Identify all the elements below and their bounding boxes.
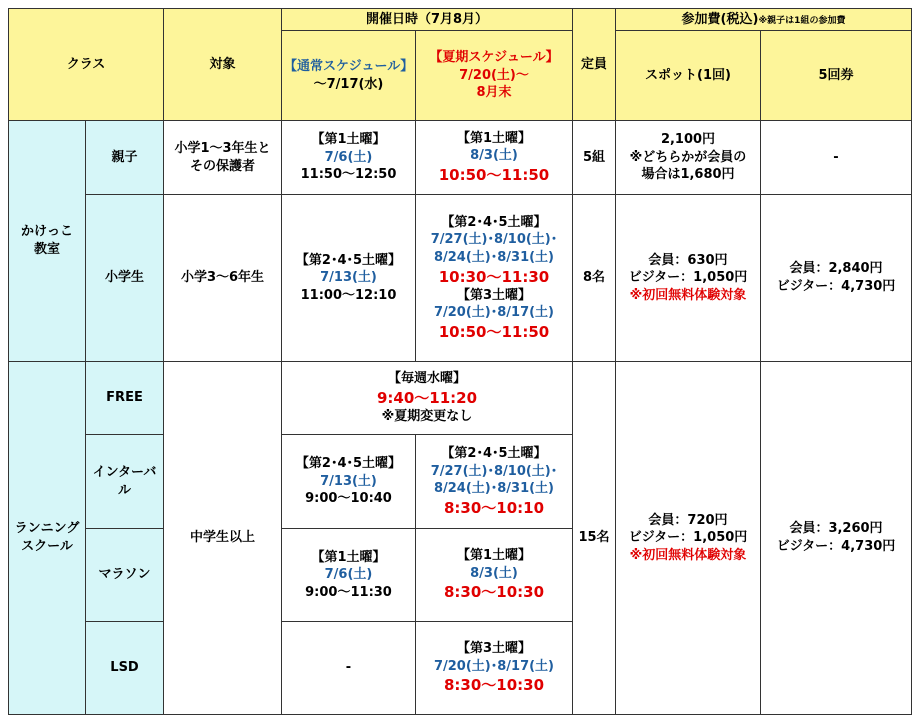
spot-running bbox=[616, 362, 761, 715]
shogakusei-summer-dates1b: 8/24(土)･8/31(土) bbox=[433, 249, 555, 265]
free-note: ※夏期変更なし bbox=[381, 409, 473, 425]
class-interval: インターバル bbox=[86, 435, 164, 529]
shogakusei-summer-day1: 【第2･4･5土曜】 bbox=[441, 214, 547, 230]
spot-oyako bbox=[616, 121, 761, 195]
oyako-normal bbox=[282, 121, 416, 195]
marathon-normal-time: 9:00～11:30 bbox=[305, 584, 392, 600]
marathon-summer-time: 8:30～10:30 bbox=[443, 583, 545, 602]
class-oyako: 親子 bbox=[86, 121, 164, 195]
spot-oyako-note1: ※どちらかが会員の bbox=[629, 149, 747, 165]
five-running-member: 会員：3,260円 bbox=[789, 521, 883, 537]
header-normal-schedule bbox=[282, 31, 416, 121]
header-spot: スポット(1回) bbox=[616, 31, 761, 121]
summer-schedule-period: 7/20(土)～ bbox=[459, 67, 529, 83]
oyako-normal-day: 【第1土曜】 bbox=[311, 132, 386, 148]
marathon-summer-day: 【第1土曜】 bbox=[456, 548, 532, 564]
spot-running-visitor: ビジター：1,050円 bbox=[628, 530, 748, 546]
oyako-summer-time: 10:50～11:50 bbox=[438, 165, 550, 184]
group-running bbox=[9, 362, 86, 715]
target-oyako bbox=[164, 121, 282, 195]
shogakusei-normal-time: 11:00～12:10 bbox=[300, 287, 397, 303]
header-schedule: 開催日時（7月8月） bbox=[282, 9, 573, 31]
target-oyako-line2: その保護者 bbox=[189, 158, 255, 174]
header-fee bbox=[616, 9, 912, 31]
spot-oyako-note2: 場合は1,680円 bbox=[641, 167, 735, 183]
target-oyako-line1: 小学1～3年生と bbox=[174, 140, 271, 156]
target-running: 中学生以上 bbox=[164, 362, 282, 715]
marathon-summer bbox=[416, 529, 573, 622]
interval-normal-date: 7/13(土) bbox=[320, 473, 377, 489]
spot-shogakusei-member: 会員：630円 bbox=[648, 252, 728, 268]
free-schedule bbox=[282, 362, 573, 435]
shogakusei-summer bbox=[416, 195, 573, 362]
capacity-running: 15名 bbox=[573, 362, 616, 715]
marathon-summer-date: 8/3(土) bbox=[470, 565, 518, 581]
interval-normal-day: 【第2･4･5土曜】 bbox=[295, 456, 402, 472]
five-oyako: - bbox=[761, 121, 912, 195]
five-shogakusei-member: 会員：2,840円 bbox=[789, 261, 883, 277]
interval-summer bbox=[416, 435, 573, 529]
header-capacity: 定員 bbox=[573, 9, 616, 121]
header-summer-schedule bbox=[416, 31, 573, 121]
five-running bbox=[761, 362, 912, 715]
class-lsd: LSD bbox=[86, 622, 164, 715]
lsd-summer-time: 8:30～10:30 bbox=[443, 676, 545, 695]
interval-summer-dates1: 7/27(土)･8/10(土)･ bbox=[430, 463, 558, 479]
capacity-oyako: 5組 bbox=[573, 121, 616, 195]
free-time: 9:40～11:20 bbox=[376, 388, 478, 407]
shogakusei-summer-time1: 10:30～11:30 bbox=[438, 267, 550, 286]
marathon-normal-day: 【第1土曜】 bbox=[311, 549, 386, 565]
group-kakekko-line2: 教室 bbox=[33, 242, 60, 257]
class-free: FREE bbox=[86, 362, 164, 435]
spot-running-member: 会員：720円 bbox=[648, 512, 728, 528]
header-fee-label: 参加費(税込) bbox=[681, 11, 759, 27]
interval-summer-dates2: 8/24(土)･8/31(土) bbox=[433, 481, 555, 497]
header-class: クラス bbox=[9, 9, 164, 121]
lsd-summer bbox=[416, 622, 573, 715]
lsd-normal: - bbox=[282, 622, 416, 715]
oyako-summer bbox=[416, 121, 573, 195]
shogakusei-normal bbox=[282, 195, 416, 362]
group-kakekko-line1: かけっこ bbox=[20, 224, 73, 240]
shogakusei-summer-dates2: 7/20(土)･8/17(土) bbox=[433, 305, 555, 321]
normal-schedule-label: 【通常スケジュール】 bbox=[284, 58, 414, 74]
header-fee-note: ※親子は1組の参加費 bbox=[758, 15, 846, 26]
spot-shogakusei bbox=[616, 195, 761, 362]
lsd-summer-day: 【第3土曜】 bbox=[456, 641, 532, 657]
oyako-normal-date: 7/6(土) bbox=[324, 149, 373, 165]
header-target: 対象 bbox=[164, 9, 282, 121]
spot-shogakusei-visitor: ビジター：1,050円 bbox=[628, 270, 748, 286]
shogakusei-summer-dates1a: 7/27(土)･8/10(土)･ bbox=[430, 232, 558, 248]
interval-summer-time: 8:30～10:10 bbox=[443, 498, 545, 517]
shogakusei-summer-day2: 【第3土曜】 bbox=[456, 287, 532, 303]
spot-oyako-price: 2,100円 bbox=[660, 132, 716, 148]
summer-schedule-end: 8月末 bbox=[476, 85, 512, 101]
shogakusei-normal-date: 7/13(土) bbox=[320, 270, 377, 286]
marathon-normal bbox=[282, 529, 416, 622]
header-five: 5回券 bbox=[761, 31, 912, 121]
normal-schedule-period: ～7/17(水) bbox=[313, 76, 384, 92]
interval-summer-day: 【第2･4･5土曜】 bbox=[441, 446, 547, 462]
lsd-summer-dates: 7/20(土)･8/17(土) bbox=[433, 658, 555, 674]
group-running-line2: スクール bbox=[21, 539, 73, 554]
target-shogakusei: 小学3～6年生 bbox=[164, 195, 282, 362]
schedule-table bbox=[8, 8, 912, 715]
oyako-summer-day: 【第1土曜】 bbox=[456, 130, 532, 146]
capacity-shogakusei: 8名 bbox=[573, 195, 616, 362]
shogakusei-normal-day: 【第2･4･5土曜】 bbox=[295, 252, 402, 268]
oyako-summer-date: 8/3(土) bbox=[470, 148, 518, 164]
spot-shogakusei-trial: ※初回無料体験対象 bbox=[629, 287, 747, 303]
free-day: 【毎週水曜】 bbox=[387, 371, 466, 387]
marathon-normal-date: 7/6(土) bbox=[324, 567, 373, 583]
five-shogakusei-visitor: ビジター：4,730円 bbox=[776, 279, 896, 294]
group-kakekko bbox=[9, 121, 86, 362]
spot-running-trial: ※初回無料体験対象 bbox=[629, 547, 747, 563]
group-running-line1: ランニング bbox=[14, 521, 80, 537]
class-shogakusei: 小学生 bbox=[86, 195, 164, 362]
shogakusei-summer-time2: 10:50～11:50 bbox=[438, 322, 550, 341]
five-running-visitor: ビジター：4,730円 bbox=[776, 539, 896, 554]
interval-normal-time: 9:00～10:40 bbox=[305, 491, 392, 507]
oyako-normal-time: 11:50～12:50 bbox=[300, 167, 397, 183]
interval-normal bbox=[282, 435, 416, 529]
class-marathon: マラソン bbox=[86, 529, 164, 622]
summer-schedule-label: 【夏期スケジュール】 bbox=[429, 50, 559, 66]
five-shogakusei bbox=[761, 195, 912, 362]
